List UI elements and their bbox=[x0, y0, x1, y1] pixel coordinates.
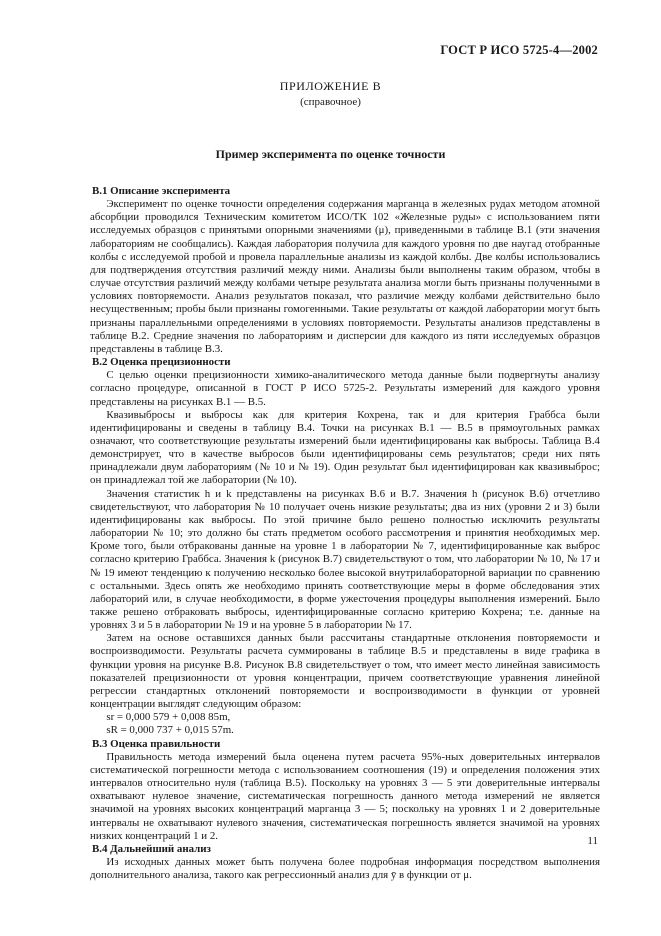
paragraph: Из исходных данных может быть получена более подробная информация посредством выполнения дополнительного анализа, такого как регрессионный анализ для ȳ в функции от μ. bbox=[90, 855, 600, 882]
paragraph: Правильность метода измерений была оценена путем расчета 95%-ных доверительных интервалов систематической погрешности метода с использованием соотношения (19) и определения положения этих интервалов относительно нуля (таблица В.5). Поскольку на уровнях 3 — 5 эти доверительные интервалы охватывают нулевое значение, систематическая погрешность данного метода измерений не является значимой на уровнях высоких концентраций марганца 3 — 5; поскольку на уровнях 1 и 2 доверительные интервалы не охватывают нулевого значения, систематическая погрешность является значимой на уровнях низких концентраций 1 и 2. bbox=[90, 750, 600, 842]
paragraph: Затем на основе оставшихся данных были рассчитаны стандартные отклонения повторяемости и воспроизводимости. Результаты расчета суммированы в таблице В.5 и представлены в виде графика в функции уровня на рисунке В.8. Рисунок В.8 свидетельствует о том, что имеет место линейная зависимость показателей прецизионности от уровня концентрации, причем соответствующие уравнения линейной регрессии стандартных отклонений повторяемости и воспроизводимости в функции от уровней концентрации выглядят следующим образом: bbox=[90, 632, 600, 711]
section-heading: В.2 Оценка прецизионности bbox=[92, 356, 231, 369]
formula: sr = 0,000 579 + 0,008 85m, bbox=[106, 711, 231, 724]
appendix-title: ПРИЛОЖЕНИЕ В bbox=[279, 79, 382, 93]
paragraph: Значения статистик h и k представлены на рисунках В.6 и В.7. Значения h (рисунок В.6) отчетливо свидетельствуют, что лаборатория № 10 получает очень низкие результаты; два из них (уровни 2 и 3) были идентифицированы как выбросы. По этой причине было решено полностью исключить результаты лаборатории № 10; это должно бы стать предметом особого рассмотрения и принятия необходимых мер. Кроме того, были отбракованы данные на уровне 1 в лаборатории № 7, идентифицированные как выброс согласно критерию Граббса. Значения k (рисунок В.7) свидетельствуют о том, что лаборатории № 10, № 17 и № 19 имеют тенденцию к получению несколько более высокой внутрилабораторной вариации по сравнению с остальными. Здесь опять же необходимо принять соответствующие меры в форме обследования этих лабораторий или, в случае необходимости, в форме ужесточения процедуры выполнения измерений. Было также решено отбраковать выбросы, идентифицированные согласно критерию Кохрена; т.е. данные на уровнях 3 и 5 в лаборатории № 19 и на уровне 5 в лаборатории № 17. bbox=[90, 487, 600, 632]
formula: sR = 0,000 737 + 0,015 57m. bbox=[106, 724, 234, 737]
paragraph: Эксперимент по оценке точности определения содержания марганца в железных рудах методом атомной абсорбции проводился Техническим комитетом ИСО/ТК 102 «Железные руды» с использованием пяти исследуемых образцов с принятыми опорными значениями (μ), приведенными в таблице В.1 (эти значения лабораториям не сообщались). Каждая лаборатория получила для каждого уровня по две наугад отобранные колбы с исследуемой пробой и провела параллельные анализы из каждой колбы. Две колбы использовались для подтверждения отсутствия различий между ними. Анализы были выполнены таким образом, чтобы в случае отсутствия различий между колбами четыре результата анализа могли быть признаны полученными в условиях повторяемости. Анализ результатов показал, что различие между колбами действительно было несущественным; пробы были признаны гомогенными. Такие результаты от каждой лаборатории могут быть признаны параллельными определениями в условиях повторяемости. Результаты анализов представлены в таблице В.2. Средние значения по лабораториям и дисперсии для каждого из пяти исследуемых образцов представлены в таблице В.3. bbox=[90, 198, 600, 355]
paragraph: С целью оценки прецизионности химико-аналитического метода данные были подвергнуты анализу согласно процедуре, описанной в ГОСТ Р ИСО 5725-2. Результаты измерений для каждого уровня представлены на рисунках В.1 — В.5. bbox=[90, 369, 600, 408]
section-heading: В.4 Дальнейший анализ bbox=[92, 842, 211, 855]
document-body bbox=[90, 185, 600, 882]
appendix-note: (справочное) bbox=[300, 96, 361, 108]
section-heading: В.3 Оценка правильности bbox=[92, 737, 221, 750]
standard-header: ГОСТ Р ИСО 5725-4—2002 bbox=[440, 43, 598, 57]
section-heading: В.1 Описание эксперимента bbox=[92, 185, 231, 197]
paragraph: Квазивыбросы и выбросы как для критерия Кохрена, так и для критерия Граббса были идентифицированы и сведены в таблицу В.4. Точки на рисунках В.1 — В.5 в прямоугольных рамках означают, что соответствующие результаты измерений были идентифицированы как выбросы. Таблица В.4 демонстрирует, что в качестве выбросов были идентифицированы семь результатов; среди них пять принадлежали двум лабораториям (№ 10 и № 19). Один результат был идентифицирован как квазивыброс; он принадлежал той же лаборатории (№ 10). bbox=[90, 408, 600, 487]
page-number: 11 bbox=[587, 835, 598, 847]
document-title: Пример эксперимента по оценке точности bbox=[215, 147, 446, 161]
